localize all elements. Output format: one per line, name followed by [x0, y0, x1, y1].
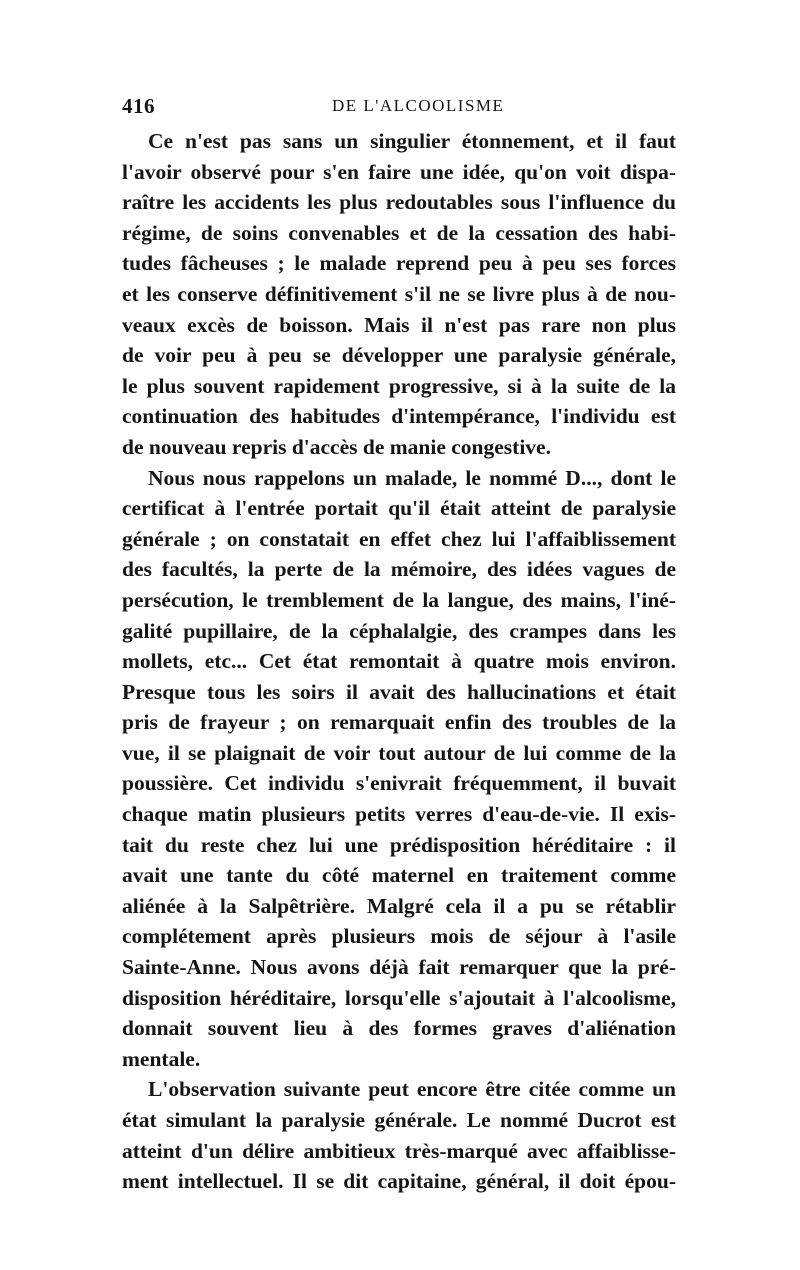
text-line: Presque tous les soirs il avait des hallucinations et était — [122, 679, 676, 704]
text-line: veaux excès de boisson. Mais il n'est pas rare non plus — [122, 312, 676, 337]
page-header — [122, 94, 674, 124]
text-line: persécution, le tremblement de la langue, des mains, l'iné- — [122, 587, 676, 612]
text-line: continuation des habitudes d'intempérance, l'individu est — [122, 404, 676, 429]
text-line: raître les accidents les plus redoutables sous l'influence du — [122, 190, 676, 215]
text-line: le plus souvent rapidement progressive, si à la suite de la — [122, 373, 676, 398]
body-text — [122, 126, 676, 1197]
text-line: avait une tante du côté maternel en traitement comme — [122, 863, 676, 888]
text-line: mollets, etc... Cet état remontait à quatre mois environ. — [122, 649, 676, 674]
text-line: Nous nous rappelons un malade, le nommé D..., dont le — [148, 465, 676, 490]
text-line: Ce n'est pas sans un singulier étonnement, et il faut — [148, 129, 676, 153]
text-line: donnait souvent lieu à des formes graves d'aliénation — [122, 1016, 676, 1041]
text-line: vue, il se plaignait de voir tout autour de lui comme de la — [122, 740, 676, 765]
text-line: poussière. Cet individu s'enivrait fréquemment, il buvait — [122, 771, 676, 796]
text-line: l'avoir observé pour s'en faire une idée, qu'on voit dispa- — [122, 159, 676, 184]
text-line: état simulant la paralysie générale. Le nommé Ducrot est — [122, 1108, 676, 1132]
text-line: générale ; on constatait en effet chez lui l'affaiblissement — [122, 526, 676, 551]
text-line: L'observation suivante peut encore être citée comme un — [148, 1077, 676, 1102]
text-line: pris de frayeur ; on remarquait enfin des troubles de la — [122, 710, 676, 735]
text-line: atteint d'un délire ambitieux très-marqué avec affaiblisse- — [122, 1138, 676, 1163]
text-line: tait du reste chez lui une prédisposition héréditaire : il — [122, 832, 676, 857]
text-line: de voir peu à peu se développer une paralysie générale, — [122, 343, 676, 368]
text-line: Sainte-Anne. Nous avons déjà fait remarquer que la pré- — [122, 955, 676, 980]
text-line: aliénée à la Salpêtrière. Malgré cela il a pu se rétablir — [122, 893, 676, 918]
text-line: de nouveau repris d'accès de manie congestive. — [122, 434, 551, 459]
text-line: des facultés, la perte de la mémoire, des idées vagues de — [122, 557, 676, 582]
text-line: mentale. — [122, 1046, 201, 1071]
running-head: DE L'ALCOOLISME — [332, 96, 505, 115]
text-line: certificat à l'entrée portait qu'il était atteint de paralysie — [122, 496, 676, 521]
text-line: tudes fâcheuses ; le malade reprend peu à peu ses forces — [122, 251, 676, 276]
page-number: 416 — [122, 94, 155, 118]
text-line: disposition héréditaire, lorsqu'elle s'ajoutait à l'alcoolisme, — [122, 985, 676, 1010]
text-line: galité pupillaire, de la céphalalgie, des crampes dans les — [122, 618, 676, 643]
text-line: chaque matin plusieurs petits verres d'eau-de-vie. Il exis- — [122, 802, 676, 827]
text-line: ment intellectuel. Il se dit capitaine, général, il doit épou- — [122, 1169, 676, 1194]
text-line: régime, de soins convenables et de la cessation des habi- — [122, 220, 676, 245]
text-line: et les conserve définitivement s'il ne se livre plus à de nou- — [122, 281, 676, 306]
text-line: complétement après plusieurs mois de séjour à l'asile — [122, 924, 676, 949]
